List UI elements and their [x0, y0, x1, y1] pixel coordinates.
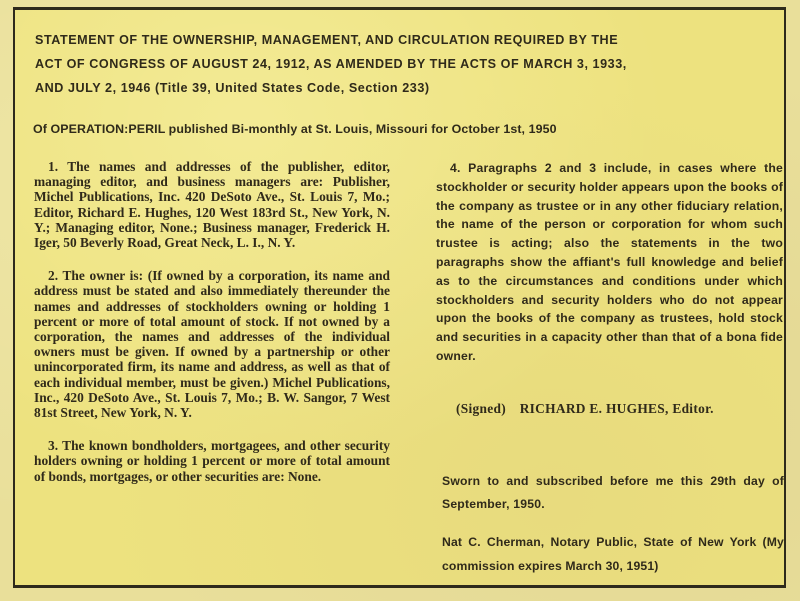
paragraph-4-number: 4. — [450, 161, 461, 175]
paragraph-2-number: 2. — [48, 268, 59, 284]
paragraph-2-text: The owner is: (If owned by a corporation, its name and address must be stated and also immediately thereunder the names and addresses of stockholders owning or holding 1 percent or more of total amount of stock. If not owned by a corporation, the names and addresses of the individual owners must be given. If owned by a partnership or other unincorporated firm, its name and address, as well as that of each individual member, must be given.) Michel Publications, Inc., 420 DeSoto Ave., St. Louis 7, Mo.; B. W. Sangor, 7 West 81st Street, New York, N. Y. — [34, 268, 390, 421]
sworn-statement: Sworn to and subscribed before me this 29th day of September, 1950. — [442, 474, 784, 511]
notary-statement: Nat C. Cherman, Notary Public, State of New York (My commission expires March 30, 1951) — [442, 535, 784, 573]
paragraph-3-text: The known bondholders, mortgagees, and other security holders owning or holding 1 percent or more of total amount of bonds, mortgages, or other securities are: None. — [34, 438, 390, 484]
paragraph-4 — [436, 159, 783, 366]
signer-name: RICHARD E. HUGHES, Editor. — [519, 401, 714, 416]
right-column — [436, 159, 783, 366]
left-column — [34, 159, 390, 484]
paragraph-1-number: 1. — [48, 159, 59, 174]
statement-box — [13, 7, 786, 588]
heading-line-1: STATEMENT OF THE OWNERSHIP, MANAGEMENT, AND CIRCULATION REQUIRED BY THE — [35, 33, 619, 47]
heading-line-3: AND JULY 2, 1946 (Title 39, United States Code, Section 233) — [35, 81, 430, 95]
paragraph-2 — [34, 268, 390, 420]
publication-subtitle: Of OPERATION:PERIL published Bi-monthly at St. Louis, Missouri for October 1st, 1950 — [33, 122, 557, 136]
signature-line — [456, 401, 714, 417]
paragraph-4-text: Paragraphs 2 and 3 include, in cases where the stockholder or security holder appears upon the books of the company as trustee or in any other fiduciary relation, the name of the person or corporation for whom such trustee is acting; also the statements in the two paragraphs show the affiant's full knowledge and belief as to the circumstances and conditions under which stockholders and security holders who do not appear upon the books of the company as trustees, hold stock and securities in a capacity other than that of a bona fide owner. — [436, 161, 783, 363]
heading-line-2: ACT OF CONGRESS OF AUGUST 24, 1912, AS AMENDED BY THE ACTS OF MARCH 3, 1933, — [35, 57, 627, 71]
signed-label: (Signed) — [456, 401, 507, 416]
paragraph-1-text: The names and addresses of the publisher, editor, managing editor, and business managers are: Publisher, Michel Publications, Inc. 420 DeSoto Ave., St. Louis 7, Mo.; Editor, Richard E. Hughes, 120 West 183rd St., New York, N. Y.; Managing editor, None.; Business manager, Frederick H. Iger, 50 Beverly Road, Great Neck, L. I., N. Y. — [34, 159, 390, 251]
statement-heading — [35, 28, 775, 100]
paragraph-3 — [34, 438, 390, 484]
paragraph-3-number: 3. — [48, 438, 59, 454]
paragraph-1 — [34, 159, 390, 250]
